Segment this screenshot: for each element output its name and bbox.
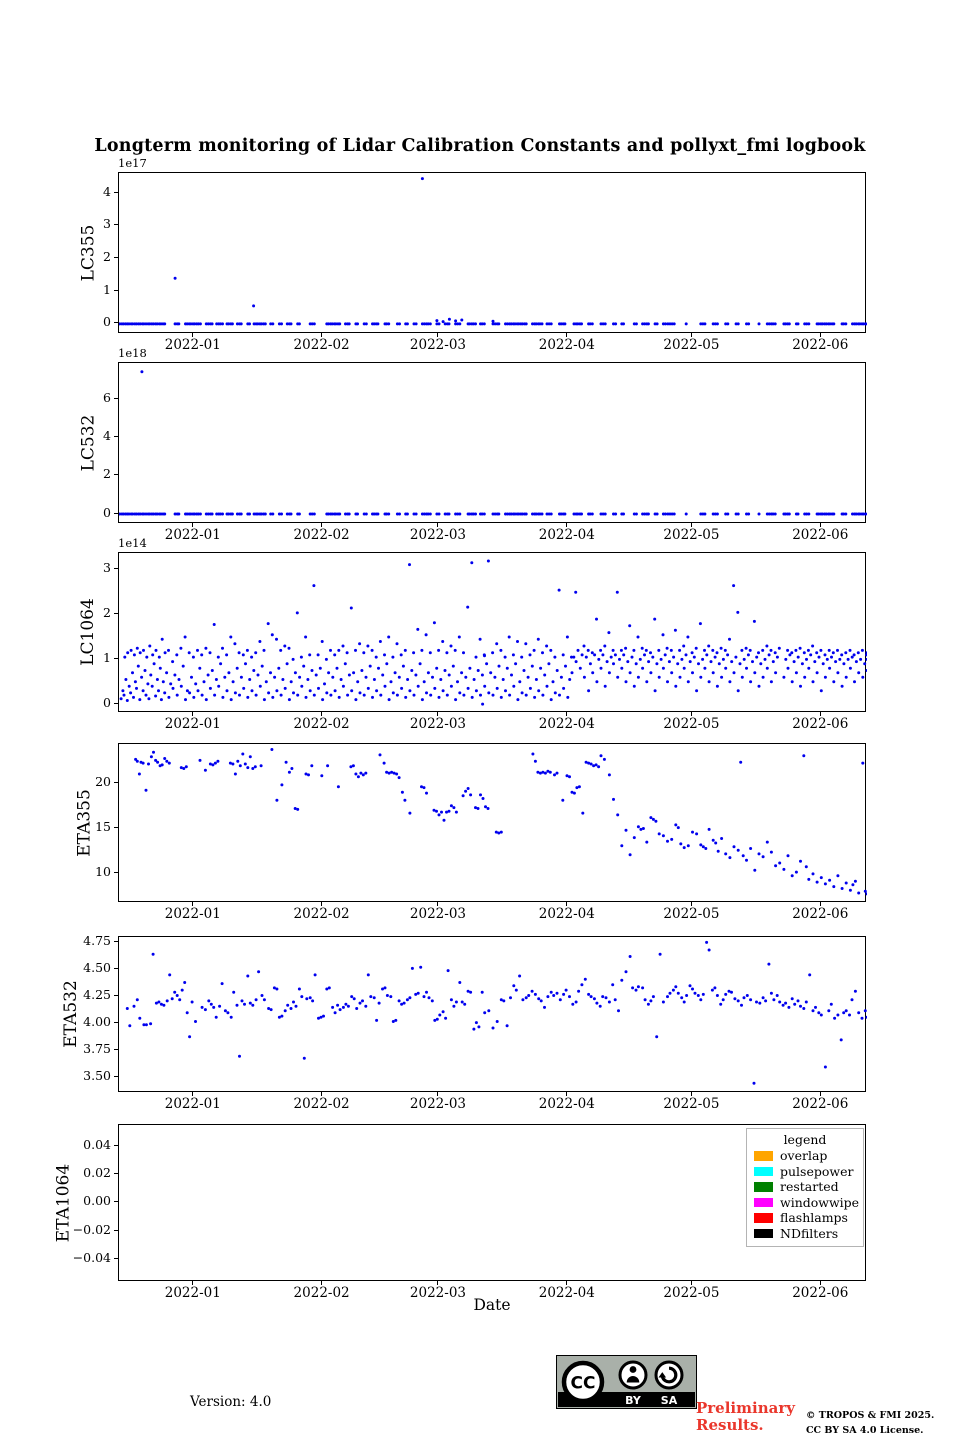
- legend-item-windowwipe: [754, 1194, 860, 1211]
- x-tick-label: 2022-04: [538, 1096, 595, 1112]
- y-tick-label: 3.50: [83, 1068, 111, 1084]
- y-tick-label: 4: [103, 183, 111, 199]
- legend-swatch-flashlamps: [754, 1213, 773, 1223]
- y-tick-label: 1: [103, 649, 111, 665]
- y-tick-label: 3: [103, 560, 111, 576]
- y-tick-label: 1: [103, 281, 111, 297]
- y-tick-label: 4.00: [83, 1014, 111, 1030]
- plot-area-ETA355: [118, 743, 866, 902]
- legend-swatch-pulsepower: [754, 1167, 773, 1177]
- x-tick-label: 2022-01: [164, 1096, 221, 1112]
- y-tickmark: [114, 224, 118, 225]
- share-alike-icon: [656, 1362, 682, 1388]
- legend-item-overlap: [754, 1148, 856, 1164]
- y-tick-label: 3: [103, 216, 111, 232]
- x-tick-label: 2022-02: [293, 716, 350, 732]
- y-axis-label-LC532: LC532: [78, 414, 98, 471]
- plot-area-ETA532: [118, 936, 866, 1092]
- y-tickmark: [114, 827, 118, 828]
- y-tick-label: 0.02: [83, 1165, 111, 1180]
- version-text: Version: 4.0: [190, 1394, 272, 1410]
- y-tickmark: [114, 703, 118, 704]
- legend-item-label: pulsepower: [780, 1163, 854, 1179]
- y-tickmark: [114, 436, 118, 437]
- x-tick-label: 2022-04: [538, 337, 595, 353]
- x-tick-label: 2022-06: [792, 906, 849, 922]
- y-tickmark: [114, 322, 118, 323]
- x-tick-label: 2022-01: [164, 716, 221, 732]
- y-tickmark: [114, 968, 118, 969]
- x-tick-label: 2022-03: [409, 716, 467, 732]
- x-tick-label: 2022-05: [663, 337, 720, 353]
- x-tick-label: 2022-01: [164, 527, 221, 543]
- preliminary-results-text: Preliminary Results.: [696, 1399, 795, 1435]
- y-tickmark: [114, 1258, 118, 1259]
- y-axis-label-ETA355: ETA355: [74, 788, 94, 857]
- x-tick-label: 2022-03: [409, 527, 467, 543]
- y-tickmark: [114, 1022, 118, 1023]
- legend-swatch-restarted: [754, 1182, 773, 1192]
- x-tick-label: 2022-01: [164, 906, 221, 922]
- x-tick-label: 2022-05: [663, 716, 720, 732]
- plot-area-LC1064: [118, 552, 866, 712]
- x-tick-label: 2022-05: [663, 1096, 720, 1112]
- y-tick-label: −0.04: [72, 1249, 111, 1265]
- y-tickmark: [114, 1049, 118, 1050]
- y-tickmark: [114, 1076, 118, 1077]
- x-tick-label: 2022-04: [538, 527, 595, 543]
- y-tickmark: [114, 192, 118, 193]
- y-tickmark: [114, 398, 118, 399]
- x-tick-label: 2022-05: [663, 1285, 720, 1301]
- chart-title: Longterm monitoring of Lidar Calibration Constants and pollyxt_fmi logbook: [94, 136, 866, 156]
- copyright-line2: CC BY SA 4.0 License.: [806, 1424, 924, 1436]
- x-tick-label: 2022-06: [792, 1285, 849, 1301]
- y-tick-label: 6: [103, 389, 111, 405]
- legend-item-restarted: [754, 1179, 856, 1195]
- x-tick-label: 2022-06: [792, 527, 849, 543]
- x-tick-label: 2022-04: [538, 716, 595, 732]
- svg-text:CC: CC: [570, 1373, 596, 1394]
- y-tickmark: [114, 257, 118, 258]
- copyright-line1: © TROPOS & FMI 2025.: [806, 1410, 935, 1421]
- y-tick-label: 0: [103, 314, 111, 330]
- x-tick-label: 2022-02: [293, 1285, 350, 1301]
- x-tick-label: 2022-04: [538, 906, 595, 922]
- x-axis-label: Date: [473, 1296, 511, 1314]
- y-axis-label-ETA1064: ETA1064: [53, 1163, 73, 1242]
- y-axis-label-LC1064: LC1064: [78, 598, 98, 666]
- scatter-points-layer-ETA532: [119, 937, 867, 1093]
- x-tick-label: 2022-01: [164, 1285, 221, 1301]
- x-tick-label: 2022-06: [792, 337, 849, 353]
- scatter-points-layer-LC532: [119, 363, 867, 524]
- legend-swatch-windowwipe: [754, 1198, 773, 1208]
- y-tick-label: 2: [103, 605, 111, 621]
- x-tick-label: 2022-02: [293, 906, 350, 922]
- y-tick-label: 0.04: [83, 1136, 111, 1152]
- legend-swatch-overlap: [754, 1151, 773, 1161]
- x-tick-label: 2022-02: [293, 1096, 350, 1112]
- legend-swatch-NDfilters: [754, 1229, 773, 1239]
- legend-item-label: overlap: [780, 1148, 828, 1164]
- y-tick-label: 2: [103, 466, 111, 482]
- y-tickmark: [114, 474, 118, 475]
- legend-item-label: NDfilters: [780, 1225, 839, 1241]
- y-tickmark: [114, 513, 118, 514]
- y-tickmark: [114, 782, 118, 783]
- legend: [746, 1128, 864, 1247]
- cc-sa-label: SA: [660, 1394, 678, 1407]
- scatter-points-layer-LC1064: [119, 553, 867, 713]
- y-tickmark: [114, 995, 118, 996]
- y-tickmark: [114, 1145, 118, 1146]
- y-tickmark: [114, 658, 118, 659]
- plot-area-LC355: [118, 172, 866, 333]
- y-tickmark: [114, 290, 118, 291]
- y-tickmark: [114, 568, 118, 569]
- legend-item-label: windowwipe: [780, 1194, 860, 1210]
- x-tick-label: 2022-05: [663, 527, 720, 543]
- x-tick-label: 2022-03: [409, 1285, 467, 1301]
- y-tick-label: 10: [95, 864, 111, 880]
- y-axis-label-ETA532: ETA532: [61, 980, 81, 1048]
- legend-item-label: flashlamps: [780, 1210, 848, 1226]
- y-tickmark: [114, 1201, 118, 1202]
- x-tick-label: 2022-02: [293, 337, 350, 353]
- legend-item-label: restarted: [780, 1179, 839, 1195]
- y-tick-label: 4.25: [83, 987, 111, 1003]
- y-tick-label: 2: [103, 249, 111, 265]
- plot-area-LC532: [118, 362, 866, 523]
- axis-offset-label: 1e18: [118, 346, 147, 360]
- x-tick-label: 2022-06: [792, 716, 849, 732]
- x-tick-label: 2022-02: [293, 527, 350, 543]
- y-axis-label-LC355: LC355: [78, 224, 98, 281]
- y-tick-label: 4.50: [83, 960, 111, 975]
- y-tick-label: 4.75: [83, 932, 111, 948]
- cc-icon: [564, 1363, 602, 1401]
- x-tick-label: 2022-04: [538, 1285, 595, 1301]
- x-tick-label: 2022-06: [792, 1096, 849, 1112]
- y-tickmark: [114, 941, 118, 942]
- legend-item-NDfilters: [754, 1226, 856, 1242]
- y-tick-label: 0.00: [83, 1193, 111, 1209]
- legend-item-pulsepower: [754, 1164, 856, 1180]
- y-tick-label: 20: [95, 773, 111, 789]
- axis-offset-label: 1e14: [118, 536, 147, 550]
- x-tick-label: 2022-03: [409, 1096, 467, 1112]
- y-tickmark: [114, 1230, 118, 1231]
- y-tickmark: [114, 872, 118, 873]
- axis-offset-label: 1e17: [118, 156, 147, 170]
- x-tick-label: 2022-03: [409, 906, 467, 922]
- x-tick-label: 2022-01: [164, 337, 221, 353]
- y-tick-label: 4: [103, 427, 111, 443]
- legend-item-flashlamps: [754, 1210, 856, 1226]
- legend-title: legend: [783, 1132, 827, 1147]
- attribution-person-icon: [620, 1362, 646, 1388]
- copyright-text: [806, 1409, 934, 1438]
- y-tick-label: −0.02: [72, 1221, 111, 1237]
- scatter-points-layer-ETA355: [119, 744, 867, 903]
- scatter-points-layer-LC355: [119, 173, 867, 334]
- x-tick-label: 2022-05: [663, 906, 720, 922]
- y-tick-label: 3.75: [83, 1041, 111, 1057]
- y-tick-label: 0: [103, 504, 111, 520]
- x-tick-label: 2022-03: [409, 337, 467, 353]
- y-tick-label: 15: [95, 818, 111, 834]
- cc-license-badge: [556, 1355, 697, 1413]
- cc-by-label: BY: [625, 1394, 641, 1407]
- y-tickmark: [114, 613, 118, 614]
- y-tickmark: [114, 1173, 118, 1174]
- y-tick-label: 0: [103, 694, 111, 710]
